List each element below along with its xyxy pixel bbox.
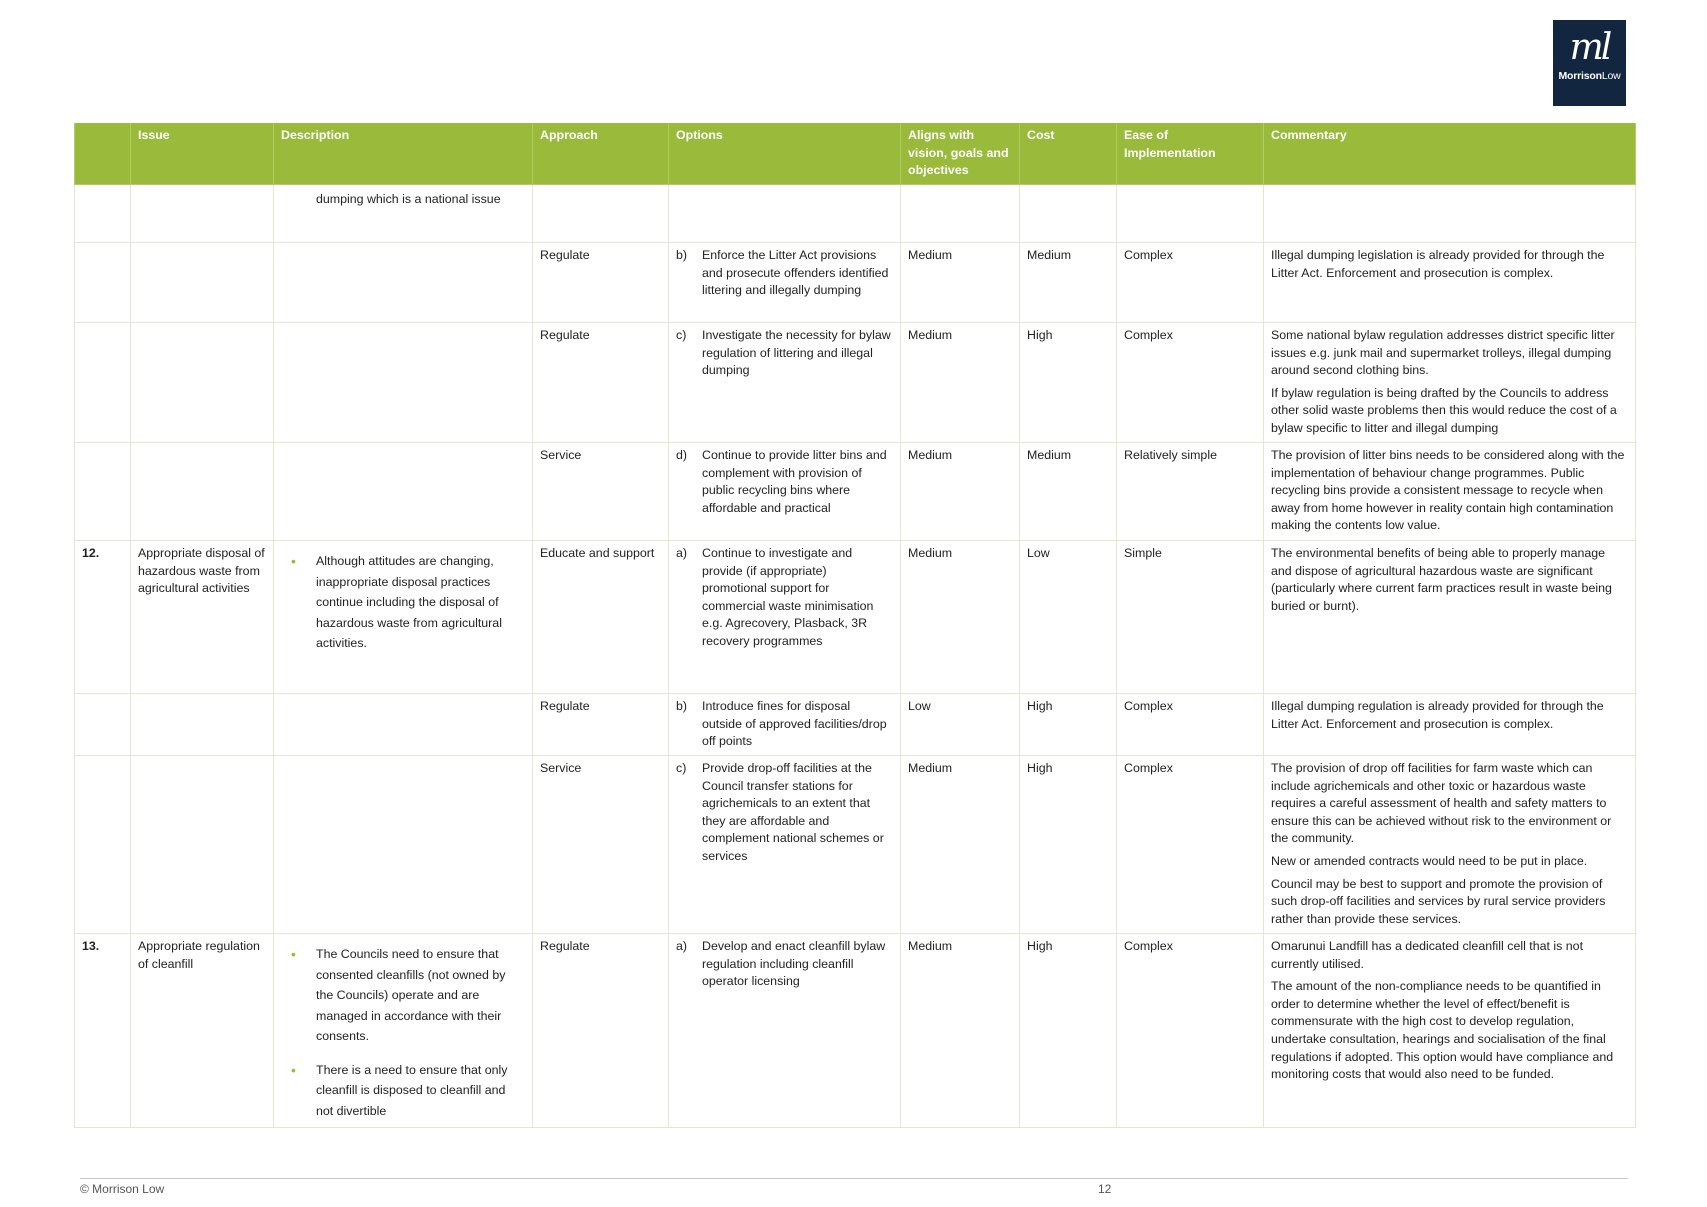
approach-cell: Regulate bbox=[533, 934, 669, 1128]
ease-cell: Simple bbox=[1117, 541, 1264, 694]
description-bullet: • Although attitudes are changing, inappropriate disposal practices continue including the disposal of hazardous waste from agricultural activities. bbox=[316, 551, 525, 654]
description-cell bbox=[274, 694, 533, 756]
description-cell bbox=[274, 243, 533, 323]
issue-cell bbox=[131, 694, 274, 756]
issue-cell: Appropriate disposal of hazardous waste from agricultural activities bbox=[131, 541, 274, 694]
issue-number bbox=[75, 443, 131, 541]
cost-cell: High bbox=[1020, 694, 1117, 756]
option-text: Introduce fines for disposal outside of approved facilities/drop off points bbox=[702, 699, 887, 749]
commentary-cell bbox=[1264, 243, 1636, 323]
description-cell bbox=[274, 541, 533, 694]
ease-cell: Relatively simple bbox=[1117, 443, 1264, 541]
aligns-cell bbox=[901, 185, 1020, 243]
description-continuation: dumping which is a national issue bbox=[316, 192, 501, 206]
table-row bbox=[75, 694, 1636, 756]
header-aligns: Aligns with vision, goals and objectives bbox=[901, 123, 1020, 185]
header-options: Options bbox=[669, 123, 901, 185]
table-row bbox=[75, 756, 1636, 934]
option-text: Provide drop-off facilities at the Council transfer stations for agrichemicals to an extent that they are affordable and complement national schemes or services bbox=[702, 761, 884, 863]
header-description: Description bbox=[274, 123, 533, 185]
table-row bbox=[75, 323, 1636, 443]
aligns-cell: Medium bbox=[901, 323, 1020, 443]
issue-cell: Appropriate regulation of cleanfill bbox=[131, 934, 274, 1128]
option-cell bbox=[669, 934, 901, 1128]
option-text: Continue to investigate and provide (if appropriate) promotional support for commercial waste minimisation e.g. Agrecovery, Plasback, 3R recovery programmes bbox=[702, 546, 874, 648]
option-letter: c) bbox=[676, 761, 687, 775]
logo-mark: ml bbox=[1569, 27, 1610, 68]
commentary-cell bbox=[1264, 694, 1636, 756]
footer-divider bbox=[80, 1178, 1628, 1179]
cost-cell: Low bbox=[1020, 541, 1117, 694]
commentary-paragraph: The amount of the non-compliance needs to be quantified in order to determine whether the level of effect/benefit is commensurate with the high cost to develop regulation, undertake consultation, hearings and socialisation of the final regulations if adopted. This option would have compliance and monitoring costs that would also need to be funded. bbox=[1271, 979, 1614, 1082]
approach-cell: Educate and support bbox=[533, 541, 669, 694]
description-bullet-list bbox=[281, 944, 525, 1121]
option-letter: d) bbox=[676, 448, 688, 462]
option-letter: a) bbox=[676, 546, 688, 560]
option-text: Enforce the Litter Act provisions and prosecute offenders identified littering and illegally dumping bbox=[702, 248, 889, 298]
option-letter: b) bbox=[676, 699, 688, 713]
header-commentary: Commentary bbox=[1264, 123, 1636, 185]
table-header-row bbox=[75, 123, 1636, 185]
cost-cell: High bbox=[1020, 756, 1117, 934]
approach-cell bbox=[533, 185, 669, 243]
aligns-cell: Medium bbox=[901, 541, 1020, 694]
description-cell bbox=[274, 323, 533, 443]
option-cell bbox=[669, 323, 901, 443]
option-cell bbox=[669, 243, 901, 323]
ease-cell: Complex bbox=[1117, 756, 1264, 934]
header-ease: Ease of Implementation bbox=[1117, 123, 1264, 185]
footer-copyright: © Morrison Low bbox=[80, 1182, 165, 1196]
commentary-cell bbox=[1264, 541, 1636, 694]
header-issue: Issue bbox=[131, 123, 274, 185]
option-cell bbox=[669, 694, 901, 756]
issue-number bbox=[75, 323, 131, 443]
option-cell bbox=[669, 443, 901, 541]
commentary-paragraph: If bylaw regulation is being drafted by the Councils to address other solid waste problems then this would reduce the cost of a bylaw specific to litter and illegal dumping bbox=[1271, 385, 1617, 435]
option-text: Investigate the necessity for bylaw regulation of littering and illegal dumping bbox=[702, 328, 891, 378]
commentary-paragraph: Council may be best to support and promote the provision of such drop-off facilities and services by rural service providers rather than provide these services. bbox=[1271, 876, 1606, 926]
commentary-cell bbox=[1264, 323, 1636, 443]
aligns-cell: Medium bbox=[901, 934, 1020, 1128]
option-cell bbox=[669, 185, 901, 243]
cost-cell: High bbox=[1020, 934, 1117, 1128]
approach-cell: Service bbox=[533, 756, 669, 934]
ease-cell: Complex bbox=[1117, 243, 1264, 323]
commentary-cell bbox=[1264, 756, 1636, 934]
options-table bbox=[74, 123, 1636, 1128]
issue-number bbox=[75, 756, 131, 934]
description-cell bbox=[274, 443, 533, 541]
morrison-low-logo bbox=[1553, 20, 1626, 106]
commentary-paragraph: New or amended contracts would need to be put in place. bbox=[1271, 853, 1588, 868]
issue-cell bbox=[131, 443, 274, 541]
aligns-cell: Medium bbox=[901, 756, 1020, 934]
commentary-cell bbox=[1264, 934, 1636, 1128]
aligns-cell: Medium bbox=[901, 243, 1020, 323]
option-letter: b) bbox=[676, 248, 688, 262]
option-letter: a) bbox=[676, 939, 688, 953]
table-row bbox=[75, 443, 1636, 541]
cost-cell: Medium bbox=[1020, 443, 1117, 541]
header-approach: Approach bbox=[533, 123, 669, 185]
ease-cell: Complex bbox=[1117, 323, 1264, 443]
issue-number bbox=[75, 185, 131, 243]
logo-wordmark: MorrisonLow bbox=[1558, 70, 1621, 82]
description-cell bbox=[274, 934, 533, 1128]
issue-number: 12. bbox=[75, 541, 131, 694]
ease-cell: Complex bbox=[1117, 934, 1264, 1128]
commentary-paragraph: Omarunui Landfill has a dedicated cleanfill cell that is not currently utilised. bbox=[1271, 939, 1584, 971]
description-cell bbox=[274, 185, 533, 243]
commentary-paragraph: Illegal dumping regulation is already provided for through the Litter Act. Enforcement and prosecution is complex. bbox=[1271, 699, 1604, 731]
cost-cell: High bbox=[1020, 323, 1117, 443]
ease-cell bbox=[1117, 185, 1264, 243]
commentary-cell bbox=[1264, 443, 1636, 541]
commentary-paragraph: The provision of litter bins needs to be considered along with the implementation of behaviour change programmes. Public recycling bins provide a consistent message to recycle when away from home however in reality contain high contamination making the contents low value. bbox=[1271, 448, 1625, 533]
table-row bbox=[75, 243, 1636, 323]
approach-cell: Regulate bbox=[533, 694, 669, 756]
issue-number: 13. bbox=[75, 934, 131, 1128]
commentary-paragraph: Some national bylaw regulation addresses district specific litter issues e.g. junk mail and supermarket trolleys, illegal dumping around second clothing bins. bbox=[1271, 328, 1615, 378]
approach-cell: Regulate bbox=[533, 323, 669, 443]
header-cost: Cost bbox=[1020, 123, 1117, 185]
table-row bbox=[75, 541, 1636, 694]
issue-cell bbox=[131, 323, 274, 443]
option-text: Continue to provide litter bins and complement with provision of public recycling bins where affordable and practical bbox=[702, 448, 887, 515]
issue-cell bbox=[131, 185, 274, 243]
option-text: Develop and enact cleanfill bylaw regulation including cleanfill operator licensing bbox=[702, 939, 886, 989]
description-bullet-list bbox=[281, 551, 525, 654]
issue-number bbox=[75, 694, 131, 756]
page-number: 12 bbox=[1098, 1182, 1112, 1196]
issue-number bbox=[75, 243, 131, 323]
commentary-paragraph: The environmental benefits of being able to properly manage and dispose of agricultural hazardous waste are significant (particularly where current farm practices result in waste being buried or burnt). bbox=[1271, 546, 1612, 613]
approach-cell: Regulate bbox=[533, 243, 669, 323]
ease-cell: Complex bbox=[1117, 694, 1264, 756]
commentary-paragraph: The provision of drop off facilities for farm waste which can include agrichemicals and other toxic or hazardous waste requires a careful assessment of health and safety matters to ensure this can be achieved without risk to the environment or the community. bbox=[1271, 761, 1612, 846]
table-row bbox=[75, 185, 1636, 243]
cost-cell: Medium bbox=[1020, 243, 1117, 323]
commentary-paragraph: Illegal dumping legislation is already provided for through the Litter Act. Enforcement and prosecution is complex. bbox=[1271, 248, 1605, 280]
option-letter: c) bbox=[676, 328, 687, 342]
option-cell bbox=[669, 541, 901, 694]
aligns-cell: Low bbox=[901, 694, 1020, 756]
cost-cell bbox=[1020, 185, 1117, 243]
description-bullet: • The Councils need to ensure that consented cleanfills (not owned by the Councils) operate and are managed in accordance with their consents. bbox=[316, 944, 525, 1047]
table-row bbox=[75, 934, 1636, 1128]
description-cell bbox=[274, 756, 533, 934]
option-cell bbox=[669, 756, 901, 934]
commentary-cell bbox=[1264, 185, 1636, 243]
approach-cell: Service bbox=[533, 443, 669, 541]
header-number bbox=[75, 123, 131, 185]
issue-cell bbox=[131, 243, 274, 323]
aligns-cell: Medium bbox=[901, 443, 1020, 541]
issue-cell bbox=[131, 756, 274, 934]
description-bullet: • There is a need to ensure that only cleanfill is disposed to cleanfill and not divertible bbox=[316, 1060, 525, 1122]
